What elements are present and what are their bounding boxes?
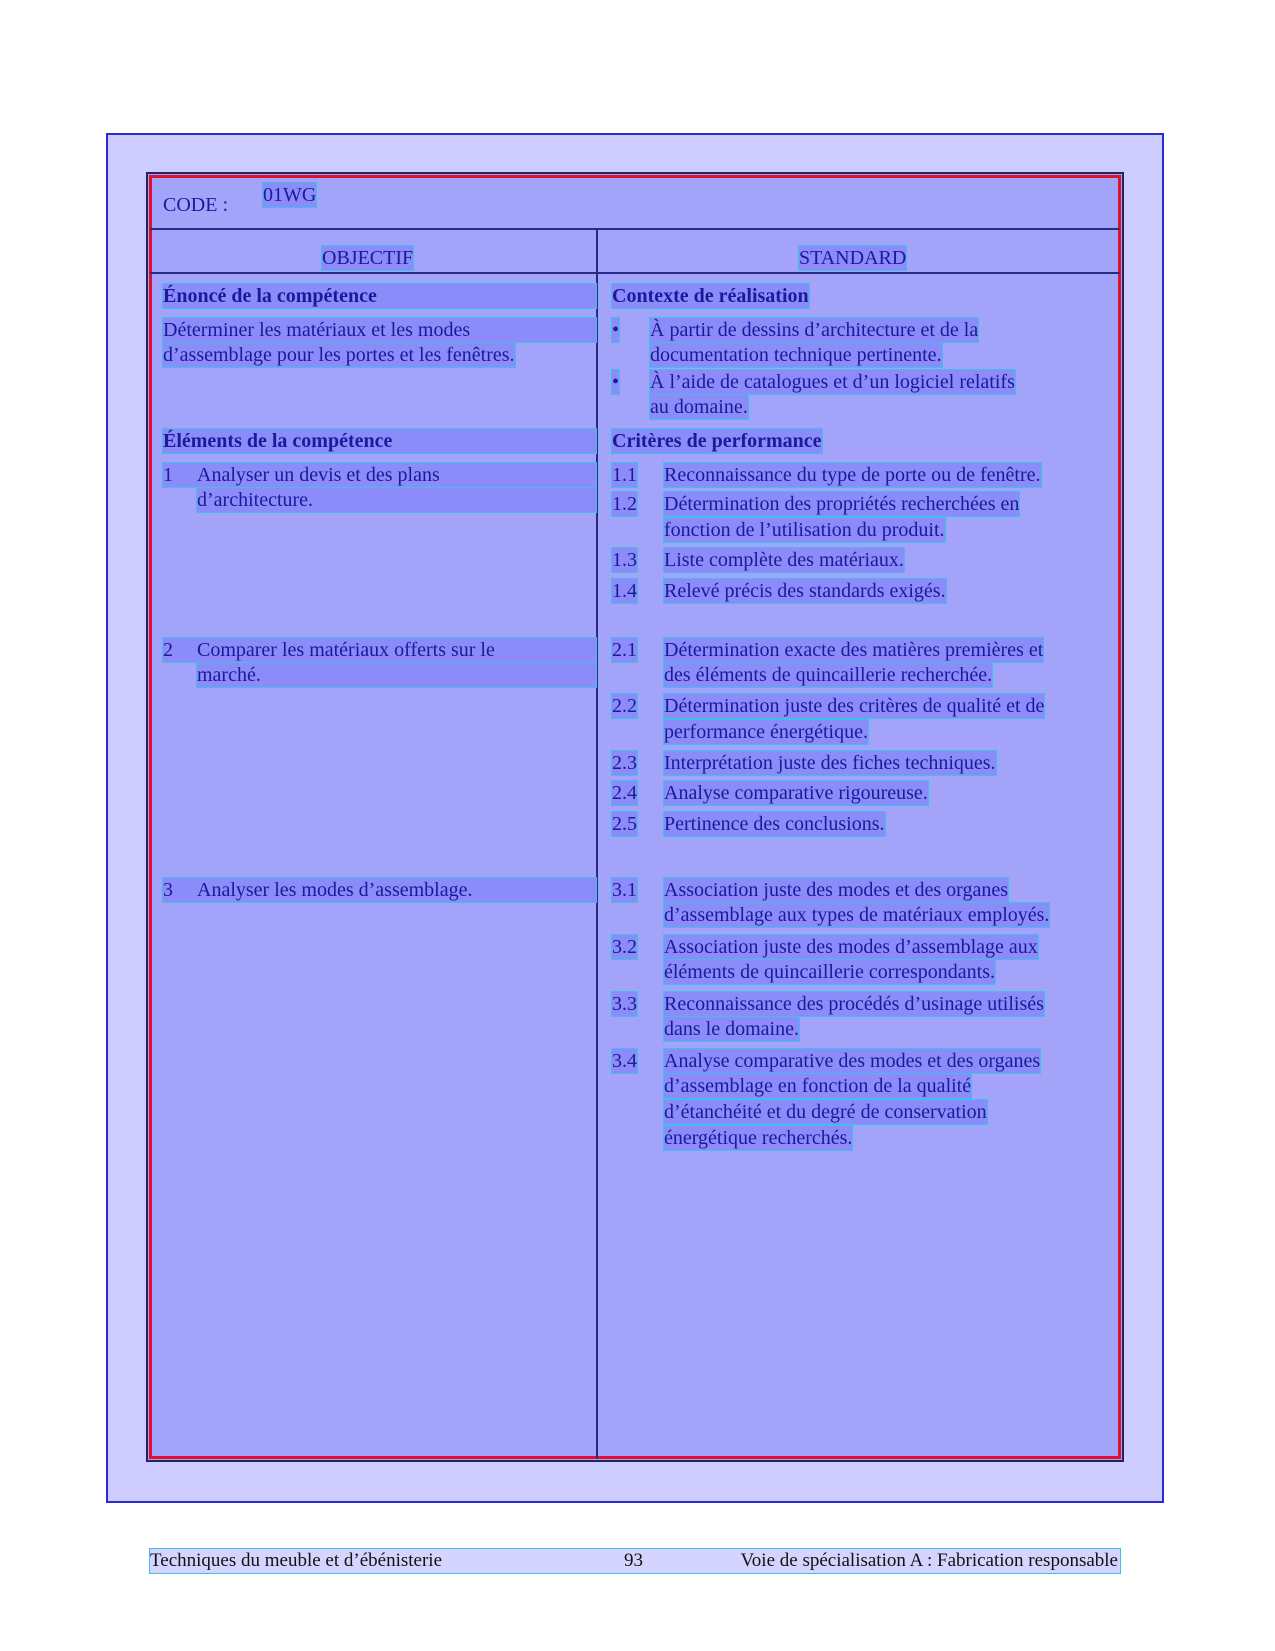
contexte-line-1a: À partir de dessins d’architecture et de la	[650, 319, 979, 341]
element-2-line-1: Comparer les matériaux offerts sur le	[197, 639, 495, 661]
contexte-title: Contexte de réalisation	[612, 285, 809, 307]
critere-3-4-num: 3.4	[612, 1050, 637, 1072]
row-divider-header	[150, 272, 1120, 274]
critere-1-2-line-1: Détermination des propriétés recherchées en	[664, 493, 1020, 515]
element-1-num: 1	[163, 463, 596, 487]
critere-2-3-num: 2.3	[612, 752, 637, 774]
critere-3-4-line-3: d’étanchéité et du degré de conservation	[664, 1101, 987, 1123]
critere-3-4-line-2: d’assemblage en fonction de la qualité	[664, 1075, 972, 1097]
header-standard: STANDARD	[799, 247, 907, 269]
column-divider	[596, 229, 598, 1459]
element-1-line-2: d’architecture.	[197, 488, 596, 512]
critere-2-2-num: 2.2	[612, 695, 637, 717]
contexte-bullet-2: •	[612, 371, 620, 393]
critere-2-4-line-1: Analyse comparative rigoureuse.	[664, 782, 928, 804]
code-label: CODE :	[163, 194, 228, 216]
critere-1-4-line-1: Relevé précis des standards exigés.	[664, 580, 946, 602]
elements-title: Éléments de la compétence	[163, 429, 596, 453]
critere-1-1-num: 1.1	[612, 464, 637, 486]
critere-3-1-line-2: d’assemblage aux types de matériaux employés.	[664, 904, 1050, 926]
critere-2-5-num: 2.5	[612, 813, 637, 835]
element-3-num: 3	[163, 878, 596, 902]
header-objectif: OBJECTIF	[322, 247, 414, 269]
contexte-line-2a: À l’aide de catalogues et d’un logiciel relatifs	[650, 371, 1015, 393]
critere-3-2-line-1: Association juste des modes d’assemblage aux	[664, 936, 1038, 958]
critere-1-1-line-1: Reconnaissance du type de porte ou de fenêtre.	[664, 464, 1041, 486]
critere-2-2-line-1: Détermination juste des critères de qualité et de	[664, 695, 1045, 717]
critere-2-4-num: 2.4	[612, 782, 637, 804]
row-divider-code	[150, 228, 1120, 230]
criteres-title: Critères de performance	[612, 430, 822, 452]
critere-3-1-line-1: Association juste des modes et des organes	[664, 879, 1009, 901]
element-2-line-2: marché.	[197, 663, 596, 687]
critere-3-1-num: 3.1	[612, 879, 637, 901]
critere-3-2-num: 3.2	[612, 936, 637, 958]
critere-3-3-num: 3.3	[612, 993, 637, 1015]
contexte-line-1b: documentation technique pertinente.	[650, 344, 942, 366]
enonce-line-2: d’assemblage pour les portes et les fenêtres.	[163, 344, 515, 366]
page-footer	[150, 1549, 1120, 1573]
footer-page-number: 93	[624, 1550, 643, 1571]
critere-1-4-num: 1.4	[612, 580, 637, 602]
critere-1-2-line-2: fonction de l’utilisation du produit.	[664, 519, 945, 541]
code-value: 01WG	[263, 184, 317, 206]
footer-program: Techniques du meuble et d’ébénisterie	[150, 1550, 443, 1571]
critere-3-3-line-2: dans le domaine.	[664, 1018, 799, 1040]
critere-2-1-num: 2.1	[612, 639, 637, 661]
enonce-title: Énoncé de la compétence	[163, 284, 596, 308]
critere-2-1-line-2: des éléments de quincaillerie recherchée.	[664, 664, 993, 686]
element-3-line-1: Analyser les modes d’assemblage.	[197, 879, 473, 901]
element-1-line-1: Analyser un devis et des plans	[197, 464, 440, 486]
enonce-line-1: Déterminer les matériaux et les modes	[163, 318, 596, 342]
critere-2-2-line-2: performance énergétique.	[664, 721, 868, 743]
footer-specialisation: Voie de spécialisation A : Fabrication responsable	[740, 1550, 1118, 1571]
critere-1-3-num: 1.3	[612, 549, 637, 571]
critere-3-2-line-2: éléments de quincaillerie correspondants.	[664, 961, 995, 983]
critere-3-3-line-1: Reconnaissance des procédés d’usinage utilisés	[664, 993, 1044, 1015]
critere-1-2-num: 1.2	[612, 493, 637, 515]
critere-2-1-line-1: Détermination exacte des matières premières et	[664, 639, 1044, 661]
element-2-num: 2	[163, 638, 596, 662]
critere-2-5-line-1: Pertinence des conclusions.	[664, 813, 885, 835]
contexte-line-2b: au domaine.	[650, 396, 748, 418]
critere-3-4-line-1: Analyse comparative des modes et des organes	[664, 1050, 1041, 1072]
critere-2-3-line-1: Interprétation juste des fiches techniques.	[664, 752, 996, 774]
contexte-bullet-1: •	[612, 319, 620, 341]
critere-1-3-line-1: Liste complète des matériaux.	[664, 549, 904, 571]
critere-3-4-line-4: énergétique recherchés.	[664, 1127, 853, 1149]
